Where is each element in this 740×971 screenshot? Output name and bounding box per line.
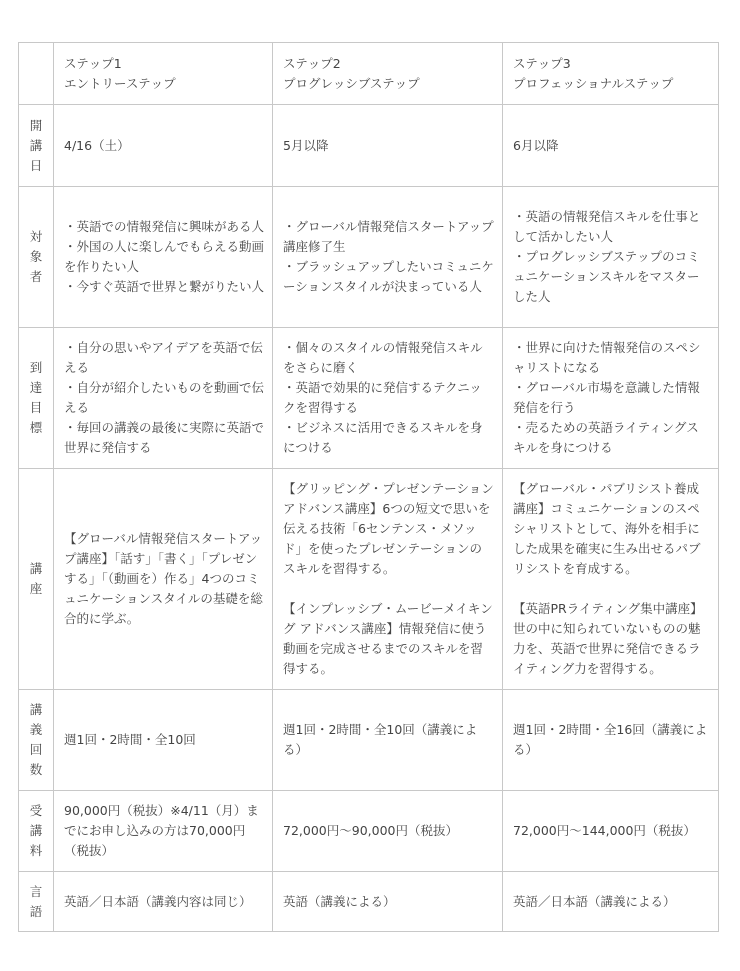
step2-name: プログレッシブステップ <box>283 75 420 91</box>
row-label-text: 対象者 <box>29 229 43 284</box>
header-corner-cell <box>19 43 54 105</box>
header-row <box>19 43 719 105</box>
row-label-start-date <box>19 105 54 187</box>
row-start-date <box>19 105 719 187</box>
step1-number: ステップ1 <box>64 55 122 71</box>
cell-step1-courses: 【グローバル情報発信スタートアップ講座】「話す」「書く」「プレゼンする」「（動画を）作る」4つのコミュニケーションスタイルの基礎を総合的に学ぶ。 <box>54 469 273 690</box>
cell-step3-start-date: 6月以降 <box>503 105 719 187</box>
cell-step1-target-audience: ・英語での情報発信に興味がある人 ・外国の人に楽しんでもらえる動画を作りたい人 ・今すぐ英語で世界と繋がりたい人 <box>54 187 273 328</box>
cell-step2-fee: 72,000円～90,000円（税抜） <box>273 791 503 872</box>
cell-step2-start-date: 5月以降 <box>273 105 503 187</box>
row-lecture-count <box>19 690 719 791</box>
row-courses <box>19 469 719 690</box>
row-label-text: 言語 <box>29 883 43 919</box>
cell-step3-goals: ・世界に向けた情報発信のスペシャリストになる ・グローバル市場を意識した情報発信を行う ・売るための英語ライティングスキルを身につける <box>503 328 719 469</box>
step1-header <box>54 43 273 105</box>
cell-step3-fee: 72,000円～144,000円（税抜） <box>503 791 719 872</box>
cell-step1-language: 英語／日本語（講義内容は同じ） <box>54 872 273 932</box>
row-label-text: 到達目標 <box>29 360 43 435</box>
row-label-language <box>19 872 54 932</box>
cell-step3-target-audience: ・英語の情報発信スキルを仕事として活かしたい人 ・プログレッシブステップのコミュニケーションスキルをマスターした人 <box>503 187 719 328</box>
row-target-audience <box>19 187 719 328</box>
course-steps-table <box>18 42 719 932</box>
cell-step2-language: 英語（講義による） <box>273 872 503 932</box>
cell-step2-lecture-count: 週1回・2時間・全10回（講義による） <box>273 690 503 791</box>
cell-step3-language: 英語／日本語（講義による） <box>503 872 719 932</box>
cell-step3-lecture-count: 週1回・2時間・全16回（講義による） <box>503 690 719 791</box>
step1-name: エントリーステップ <box>64 75 176 91</box>
row-label-text: 開講日 <box>29 117 43 173</box>
cell-step1-fee: 90,000円（税抜）※4/11（月）までにお申し込みの方は70,000円（税抜） <box>54 791 273 872</box>
step2-number: ステップ2 <box>283 55 341 71</box>
row-label-courses <box>19 469 54 690</box>
row-goals <box>19 328 719 469</box>
row-language <box>19 872 719 932</box>
row-label-target-audience <box>19 187 54 328</box>
cell-step3-courses: 【グローバル・パブリシスト養成講座】コミュニケーションのスペシャリストとして、海外を相手にした成果を確実に生み出せるパブリシストを育成する。 【英語PRライティング集中講座】世の中に知られていないものの魅力を、英語で世界に発信できるライティング力を習得する。 <box>503 469 719 690</box>
cell-step1-lecture-count: 週1回・2時間・全10回 <box>54 690 273 791</box>
step3-name: プロフェッショナルステップ <box>513 75 674 91</box>
cell-step2-target-audience: ・グローバル情報発信スタートアップ講座修了生 ・ブラッシュアップしたいコミュニケーションスタイルが決まっている人 <box>273 187 503 328</box>
row-label-text: 講座 <box>29 561 43 596</box>
step3-header <box>503 43 719 105</box>
step3-number: ステップ3 <box>513 55 571 71</box>
row-label-fee <box>19 791 54 872</box>
row-fee <box>19 791 719 872</box>
row-label-text: 受講料 <box>29 803 43 858</box>
cell-step1-start-date: 4/16（土） <box>54 105 273 187</box>
step2-header <box>273 43 503 105</box>
cell-step2-goals: ・個々のスタイルの情報発信スキルをさらに磨く ・英語で効果的に発信するテクニックを習得する ・ビジネスに活用できるスキルを身につける <box>273 328 503 469</box>
cell-step2-courses: 【グリッピング・プレゼンテーション アドバンス講座】6つの短文で思いを伝える技術「6センテンス・メソッド」を使ったプレゼンテーションのスキルを習得する。 【インプレッシブ・ムービーメイキング アドバンス講座】情報発信に使う動画を完成させるまでのスキルを習得する。 <box>273 469 503 690</box>
row-label-lecture-count <box>19 690 54 791</box>
row-label-text: 講義回数 <box>29 702 43 777</box>
row-label-goals <box>19 328 54 469</box>
cell-step1-goals: ・自分の思いやアイデアを英語で伝える ・自分が紹介したいものを動画で伝える ・毎回の講義の最後に実際に英語で 世界に発信する <box>54 328 273 469</box>
